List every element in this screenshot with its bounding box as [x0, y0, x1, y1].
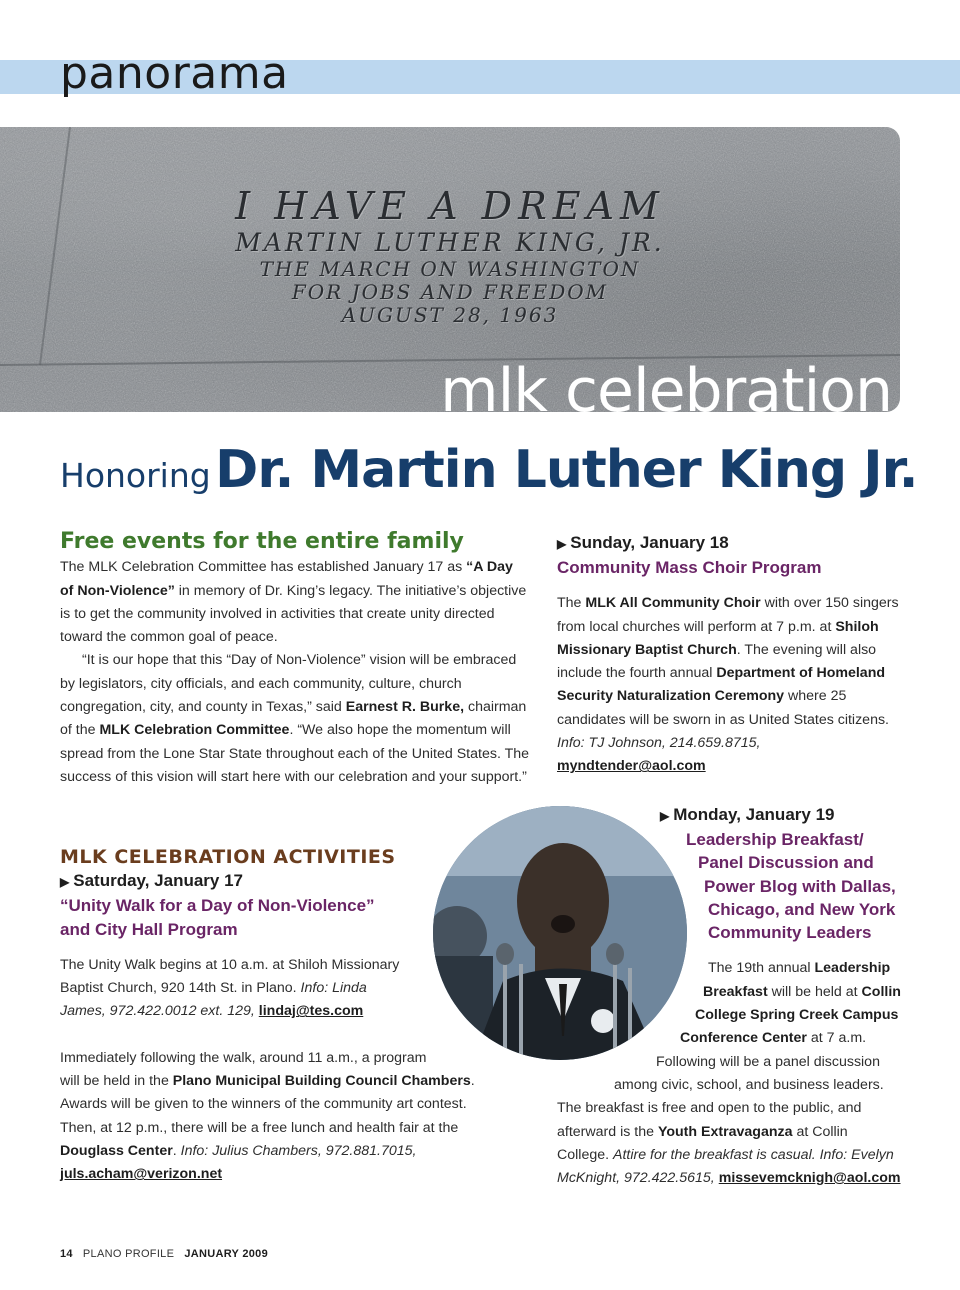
- text: .: [470, 1073, 475, 1090]
- event-title: “Unity Walk for a Day of Non-Violence”: [60, 896, 375, 916]
- text-line: [557, 1004, 902, 1027]
- text: Collin: [861, 983, 901, 1000]
- text: among civic, school, and business leaders.: [614, 1076, 884, 1093]
- issue-date: JANUARY 2009: [184, 1248, 269, 1260]
- inscription-line: MARTIN LUTHER KING, JR.: [235, 228, 665, 257]
- text-line: [557, 1051, 902, 1074]
- page-headline: [60, 440, 918, 500]
- inscription-line: FOR JOBS AND FREEDOM: [291, 280, 609, 304]
- event-title: Panel Discussion and: [698, 853, 874, 873]
- text: Info: TJ Johnson, 214.659.8715,: [557, 735, 761, 752]
- text: with over 150 singers from local churches will perform at 7 p.m. at: [557, 595, 899, 635]
- text: MLK All Community Choir: [585, 595, 761, 612]
- activities-column: [60, 846, 500, 1187]
- event-title: Community Mass Choir Program: [557, 558, 822, 577]
- sunday-column: [557, 531, 902, 779]
- text: Conference Center: [680, 1030, 807, 1047]
- text: Info: Julius Chambers, 972.881.7015,: [180, 1142, 417, 1159]
- text: “A Day of Non-Violence”: [60, 559, 513, 599]
- triangle-bullet-icon: ▶: [60, 875, 70, 890]
- event-body: [557, 957, 902, 1190]
- text: Department of Homeland Security Naturalization Ceremony: [557, 665, 886, 705]
- text-line: [557, 957, 902, 980]
- text: chairman of the: [60, 699, 527, 739]
- text: Baptist Church, 920 14th St. in Plano.: [60, 980, 301, 997]
- text: afterward is the: [557, 1123, 658, 1140]
- inscription-line: THE MARCH ON WASHINGTON: [259, 257, 641, 281]
- text: The: [557, 595, 586, 612]
- text: Then, at 12 p.m., there will be a free lunch and health fair at the: [60, 1119, 459, 1136]
- text-line: [557, 981, 902, 1004]
- text: Youth Extravaganza: [657, 1123, 793, 1140]
- event-title: Community Leaders: [708, 923, 872, 943]
- intro-column: [60, 530, 530, 789]
- event-date: [557, 531, 902, 556]
- event-date: [60, 869, 500, 894]
- text-line: [557, 1097, 902, 1120]
- text: Shiloh Missionary Baptist Church: [557, 618, 879, 658]
- email-link[interactable]: lindaj@tes.com: [258, 1003, 364, 1020]
- text: Monday, January 19: [673, 805, 835, 824]
- hero-title: mlk celebration: [440, 356, 892, 412]
- headline-main: Dr. Martin Luther King Jr.: [215, 440, 918, 500]
- section-title: panorama: [60, 48, 289, 99]
- event-date: [557, 803, 902, 828]
- event-title: Leadership Breakfast/: [686, 830, 864, 849]
- text: College.: [557, 1146, 613, 1163]
- text: Leadership: [814, 960, 891, 977]
- text: Immediately following the walk, around 11 a.m., a program: [60, 1049, 427, 1066]
- text: will be held at: [767, 983, 862, 1000]
- monday-column: [557, 803, 902, 1190]
- text: Following will be a panel discussion: [656, 1053, 880, 1070]
- text: The 19th annual: [708, 960, 815, 977]
- text: . The evening will also include the fourth annual: [557, 641, 877, 682]
- text: James, 972.422.0012 ext. 129,: [60, 1003, 259, 1020]
- magazine-name: PLANO PROFILE: [82, 1248, 175, 1260]
- text: Saturday, January 17: [73, 871, 244, 891]
- text: College Spring Creek Campus: [695, 1007, 899, 1024]
- inscription-line: I HAVE A DREAM: [235, 184, 665, 228]
- intro-heading: Free events for the entire family: [60, 529, 464, 554]
- intro-paragraph: [60, 556, 530, 649]
- text: where 25 candidates will be sworn in as United States citizens.: [557, 688, 889, 728]
- text: Earnest R. Burke,: [345, 699, 465, 716]
- text: . “We also hope the momentum will spread from the Lone Star State throughout each of the United States. The success of this vision will start here with our celebration and your support.”: [60, 722, 530, 785]
- text: McKnight, 972.422.5615,: [557, 1170, 719, 1187]
- text: Attire for the breakfast is casual. Info: Evelyn: [613, 1146, 894, 1163]
- text-line: [557, 1074, 902, 1097]
- text-line: [557, 1144, 902, 1167]
- page-number: 14: [60, 1248, 73, 1260]
- text-line: [557, 1167, 902, 1190]
- event-body: [60, 954, 500, 1024]
- text-line: [557, 1121, 902, 1144]
- event-title: Power Blog with Dallas,: [704, 876, 896, 896]
- text: MLK Celebration Committee: [99, 722, 290, 739]
- quote-paragraph: [60, 649, 530, 789]
- page-footer: [60, 1248, 268, 1260]
- email-link[interactable]: juls.acham@verizon.net: [60, 1166, 223, 1183]
- stone-inscription: [150, 184, 750, 327]
- text: Plano Municipal Building Council Chambers: [172, 1073, 471, 1090]
- text: at 7 a.m.: [806, 1030, 867, 1047]
- text: The Unity Walk begins at 10 a.m. at Shiloh Missionary: [60, 956, 400, 973]
- text: will be held in the: [60, 1073, 173, 1090]
- text: Douglass Center: [60, 1142, 173, 1159]
- text: Info: Linda: [300, 980, 367, 997]
- text-line: [557, 1027, 902, 1050]
- event-body: [557, 592, 902, 778]
- text: “It is our hope that this “Day of Non-Violence” vision will be embraced by legislators, city officials, and each community, culture, church congregation, city, and county in Texas,” said: [60, 652, 517, 716]
- hero-image: [0, 127, 900, 412]
- text: in memory of Dr. King’s legacy. The initiative’s objective is to get the community involved in activities that create unity directed toward the common goal of peace.: [60, 582, 527, 646]
- text: .: [172, 1142, 181, 1159]
- event-body: [60, 1047, 500, 1187]
- inscription-line: AUGUST 28, 1963: [341, 303, 559, 327]
- triangle-bullet-icon: ▶: [557, 537, 567, 551]
- text: at Collin: [792, 1123, 848, 1140]
- triangle-bullet-icon: ▶: [660, 809, 670, 823]
- email-link[interactable]: myndtender@aol.com: [557, 758, 706, 775]
- text: Sunday, January 18: [570, 533, 729, 552]
- text: The MLK Celebration Committee has established January 17 as: [60, 559, 467, 576]
- event-title: Chicago, and New York: [708, 899, 896, 919]
- email-link[interactable]: missevemcknigh@aol.com: [718, 1170, 901, 1187]
- text: The breakfast is free and open to the public, and: [557, 1100, 862, 1117]
- headline-lead: Honoring: [60, 456, 211, 495]
- activities-heading: MLK CELEBRATION ACTIVITIES: [60, 846, 396, 868]
- text: Breakfast: [703, 983, 768, 1000]
- text: Awards will be given to the winners of the community art contest.: [60, 1096, 467, 1113]
- event-title: and City Hall Program: [60, 919, 238, 939]
